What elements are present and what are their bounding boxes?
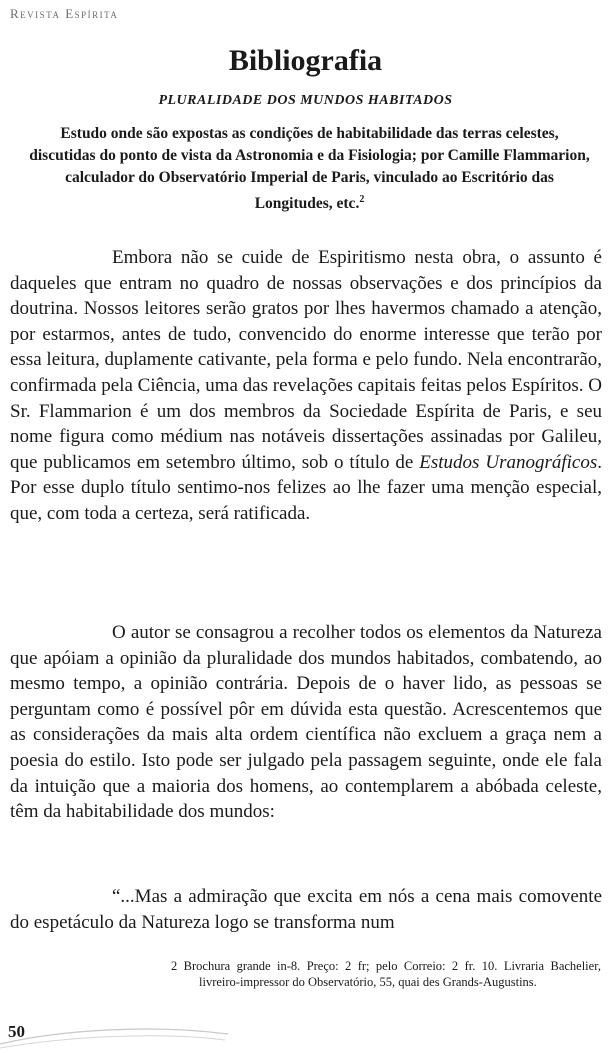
article-subtitle: PLURALIDADE DOS MUNDOS HABITADOS: [158, 93, 453, 108]
italic-work-title: Estudos Uranográficos: [419, 451, 598, 473]
body-paragraph-2: [10, 620, 602, 825]
article-abstract: [28, 123, 591, 215]
body-paragraph-1: [10, 245, 602, 527]
abstract-text: Estudo onde são expostas as condições de habitabilidade das terras celestes, discutidas do ponto de vista da Astronomia e da Fisiologia; por Camille Flammarion, calculador do Observatório Imperial de Paris, vinculado ao Escritório das Longitudes, etc.: [29, 125, 590, 213]
paragraph-3-text: “...Mas a admiração que excita em nós a cena mais comovente do espetáculo da Natureza logo se transforma num: [10, 886, 602, 933]
paragraph-1-text-end: . Por esse duplo título sentimo-nos felizes ao lhe fazer uma menção especial, que, com toda a certeza, será ratificada.: [10, 451, 602, 524]
running-header: Revista Espírita: [10, 6, 119, 21]
paragraph-1-text-start: Embora não se cuide de Espiritismo nesta obra, o assunto é daqueles que entram no quadro de nossas observações e dos princípios da doutrina. Nossos leitores serão gratos por lhes havermos chamado a atenção, por estarmos, antes de tudo, convencido do enorme interesse que terão por essa leitura, duplamente cativante, pela forma e pelo fundo. Nela encontrarão, confirmada pela Ciência, uma das revelações capitais feitas pelos Espíritos. O Sr. Flammarion é um dos membros da Sociedade Espírita de Paris, e seu nome figura como médium nas notáveis dissertações assinadas por Galileu, que publicamos em setembro último, sob o título de: [10, 247, 602, 473]
paragraph-2-text: O autor se consagrou a recolher todos os elementos da Natureza que apóiam a opinião da pluralidade dos mundos habitados, combatendo, ao mesmo tempo, a opinião contrária. Depois de o haver lido, as pessoas se perguntam como é possível pôr em dúvida esta questão. Acrescentemos que as considerações da mais alta ordem científica não excluem a graça nem a poesia do estilo. Isto pode ser julgado pela passagem seguinte, onde ele fala da intuição que a maioria dos homens, ao contemplarem a abóbada celeste, têm da habitabilidade dos mundos:: [10, 622, 602, 823]
footnote-reference: 2: [359, 194, 365, 205]
footnote: 2 Brochura grande in-8. Preço: 2 fr; pelo Correio: 2 fr. 10. Livraria Bachelier, livreiro-impressor do Observatório, 55, quai des Grands-Augustins.: [171, 959, 601, 989]
page-number: 50: [8, 1022, 25, 1041]
body-paragraph-3: [10, 884, 602, 935]
page-title: Bibliografia: [228, 44, 383, 77]
page-corner-ornament: [0, 1010, 230, 1050]
